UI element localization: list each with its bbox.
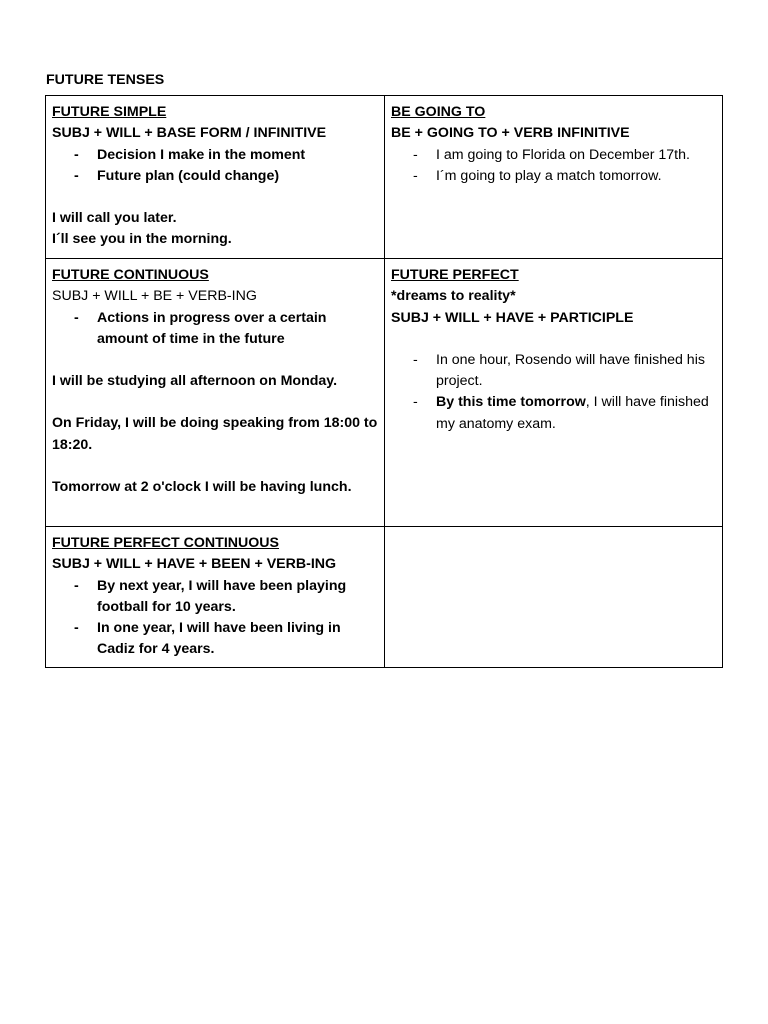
example-sentence: Tomorrow at 2 o'clock I will be having lunch.: [52, 479, 352, 496]
list-item: - I am going to Florida on December 17th.: [391, 145, 716, 166]
cell-future-continuous: [46, 259, 385, 527]
cell-formula: SUBJ + WILL + HAVE + BEEN + VERB-ING: [52, 556, 337, 573]
cell-formula: SUBJ + WILL + HAVE + PARTICIPLE: [391, 309, 634, 326]
list-item: - In one year, I will have been living in Cadiz for 4 years.: [74, 620, 341, 658]
list-item: - Actions in progress over a certain amount of time in the future: [74, 309, 327, 347]
list-item: - Decision I make in the moment: [52, 145, 378, 166]
list-item: - By next year, I will have been playing football for 10 years.: [74, 577, 347, 615]
list-item: - I´m going to play a match tomorrow.: [391, 166, 716, 187]
cell-empty: [385, 527, 723, 668]
cell-note: *dreams to reality*: [391, 288, 516, 305]
bullet-marker: -: [74, 146, 79, 163]
example-sentence: I´ll see you in the morning.: [52, 231, 232, 248]
list-item: - Future plan (could change): [52, 166, 378, 187]
cell-formula: SUBJ + WILL + BASE FORM / INFINITIVE: [52, 125, 327, 142]
cell-heading: BE GOING TO: [391, 104, 486, 120]
bullet-marker: -: [413, 146, 418, 163]
list-item: - In one hour, Rosendo will have finished his project.: [413, 351, 705, 390]
example-sentence: I will be studying all afternoon on Monday.: [52, 373, 338, 390]
bullet-marker: -: [413, 394, 418, 411]
table-row: [46, 527, 723, 668]
bullet-marker: -: [74, 577, 79, 594]
cell-be-going-to: [385, 96, 723, 259]
bullet-list: [391, 145, 716, 188]
cell-future-simple: [46, 96, 385, 259]
cell-heading: FUTURE CONTINUOUS: [52, 267, 209, 283]
page-title: FUTURE TENSES: [46, 72, 165, 88]
cell-future-perfect-continuous: [46, 527, 385, 668]
table-row: [46, 259, 723, 527]
cell-future-perfect: [385, 259, 723, 527]
bullet-list: [52, 576, 378, 661]
bullet-marker: -: [413, 351, 418, 368]
bullet-marker: -: [413, 167, 418, 184]
example-sentence: On Friday, I will be doing speaking from 18:00 to 18:20.: [52, 415, 378, 453]
bullet-list: [391, 350, 716, 435]
bullet-marker: -: [74, 167, 79, 184]
cell-heading: FUTURE SIMPLE: [52, 104, 167, 120]
list-item: - By this time tomorrow, I will have finished my anatomy exam.: [413, 394, 709, 432]
tenses-table: [45, 95, 723, 668]
emphasis-text: By this time tomorrow: [436, 394, 586, 411]
bullet-marker: -: [74, 620, 79, 637]
bullet-list: [52, 145, 378, 188]
table-row: [46, 96, 723, 259]
cell-formula: BE + GOING TO + VERB INFINITIVE: [391, 125, 630, 142]
example-sentence: I will call you later.: [52, 210, 177, 227]
cell-heading: FUTURE PERFECT: [391, 267, 519, 283]
cell-heading: FUTURE PERFECT CONTINUOUS: [52, 535, 279, 551]
bullet-marker: -: [74, 309, 79, 326]
cell-formula: SUBJ + WILL + BE + VERB-ING: [52, 288, 257, 305]
bullet-list: [52, 308, 378, 351]
